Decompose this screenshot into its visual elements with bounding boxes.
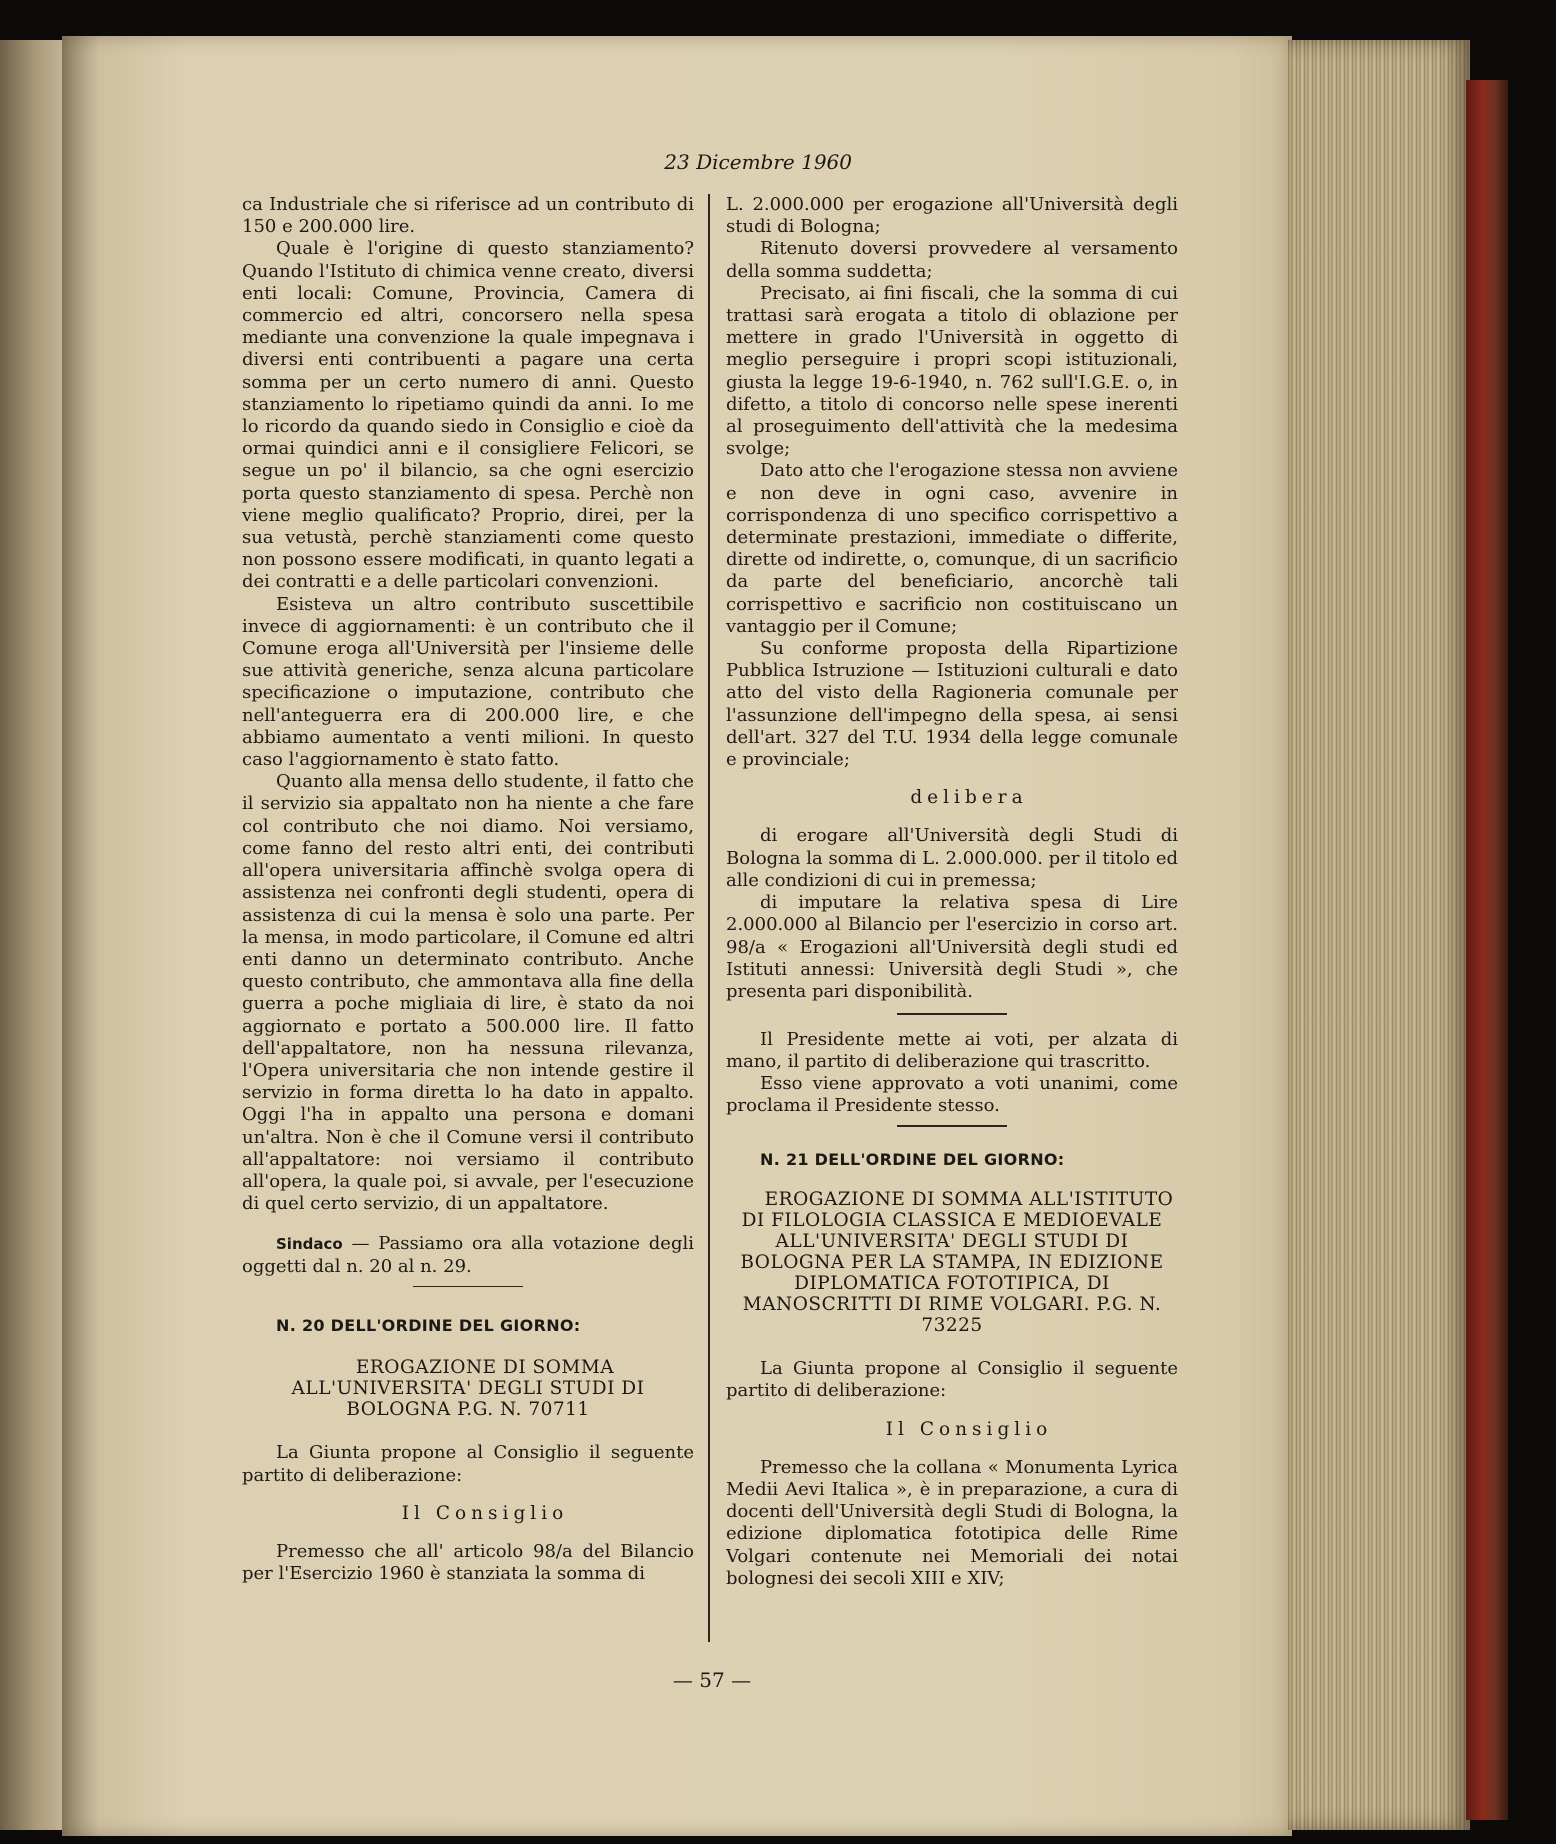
- page-number: — 57 —: [672, 1668, 752, 1692]
- paragraph: Ritenuto doversi provvedere al versamento della somma suddetta;: [726, 238, 1178, 282]
- speaker-text: — Passiamo ora alla votazione degli oggetti dal n. 20 al n. 29.: [242, 1233, 694, 1277]
- delibera-heading: delibera: [910, 787, 1028, 809]
- book-cover-spine: [1466, 80, 1508, 1820]
- paragraph: La Giunta propone al Consiglio il seguente partito di deliberazione:: [242, 1442, 694, 1486]
- subject-heading: EROGAZIONE DI SOMMA ALL'UNIVERSITA' DEGLI STUDI DI BOLOGNA P.G. N. 70711: [291, 1357, 645, 1421]
- paragraph: Esso viene approvato a voti unanimi, come proclama il Presidente stesso.: [726, 1073, 1178, 1117]
- paragraph: di erogare all'Università degli Studi di Bologna la somma di L. 2.000.000. per il titolo ed alle condizioni di cui in premessa;: [726, 825, 1178, 891]
- paragraph: L. 2.000.000 per erogazione all'Università degli studi di Bologna;: [726, 194, 1178, 238]
- left-page-edge: [0, 40, 70, 1830]
- paragraph: Esisteva un altro contributo suscettibile invece di aggiornamenti: è un contributo che il Comune eroga all'Università per l'insieme delle sue attività generiche, senza alcuna particolare specificazione o imputazione, contributo che nell'anteguerra era di 200.000 lire, e che abbiamo aumentato a venti milioni. In questo caso l'aggiornamento è stato fatto.: [242, 593, 694, 771]
- book-page: [62, 36, 1292, 1836]
- consiglio-heading: Il Consiglio: [401, 1502, 569, 1524]
- sindaco-paragraph: [242, 1233, 694, 1277]
- order-title: N. 20 DELL'ORDINE DEL GIORNO:: [276, 1316, 581, 1336]
- right-column: [726, 194, 1178, 1590]
- paragraph: di imputare la relativa spesa di Lire 2.000.000 al Bilancio per l'esercizio in corso art. 98/a « Erogazioni all'Università degli studi ed Istituti annessi: Università degli Studi », che presenta pari disponibilità.: [726, 892, 1178, 1002]
- paragraph: ca Industriale che si riferisce ad un contributo di 150 e 200.000 lire.: [242, 194, 694, 238]
- subject-heading: EROGAZIONE DI SOMMA ALL'ISTITUTO DI FILOLOGIA CLASSICA E MEDIOEVALE ALL'UNIVERSITA' DEGLI STUDI DI BOLOGNA PER LA STAMPA, IN EDIZIONE DIPLOMATICA FOTOTIPICA, DI MANOSCRITTI DI RIME VOLGARI. P.G. N. 73225: [740, 1189, 1174, 1337]
- paragraph: Dato atto che l'erogazione stessa non avviene e non deve in ogni caso, avvenire in corrispondenza di uno specifico corrispettivo a determinate prestazioni, immediate o differite, dirette od indirette, o, comunque, di un sacrificio da parte del beneficiario, ancorchè tali corrispettivo e sacrificio non costituiscano un vantaggio per il Comune;: [726, 460, 1178, 637]
- paragraph: Premesso che la collana « Monumenta Lyrica Medii Aevi Italica », è in preparazione, a cura di docenti dell'Università degli Studi di Bologna, la edizione diplomatica fototipica delle Rime Volgari contenute nei Memoriali dei notai bolognesi dei secoli XIII e XIV;: [726, 1456, 1178, 1589]
- book-page-edges: [1288, 40, 1470, 1830]
- paragraph: Su conforme proposta della Ripartizione Pubblica Istruzione — Istituzioni culturali e dato atto del visto della Ragioneria comunale per l'assunzione dell'impegno della spesa, ai sensi dell'art. 327 del T.U. 1934 della legge comunale e provinciale;: [726, 638, 1178, 771]
- left-column: [242, 194, 694, 1585]
- column-divider: [708, 194, 710, 1642]
- page-header-date: 23 Dicembre 1960: [664, 150, 852, 174]
- speaker-label: Sindaco: [276, 1235, 343, 1254]
- order-title: N. 21 DELL'ORDINE DEL GIORNO:: [760, 1149, 1065, 1169]
- paragraph: Quale è l'origine di questo stanziamento? Quando l'Istituto di chimica venne creato, diversi enti locali: Comune, Provincia, Camera di commercio ed altri, concorsero nella spesa mediante una convenzione la quale impegnava i diversi enti contribuenti a pagare una certa somma per un certo numero di anni. Questo stanziamento lo ripetiamo quindi da anni. Io me lo ricordo da quando siedo in Consiglio e cioè da ormai quindici anni e il consigliere Felicori, se segue un po' il bilancio, sa che ogni esercizio porta questo stanziamento di spesa. Perchè non viene meglio qualificato? Proprio, direi, per la sua vetustà, perchè stanziamenti come questo non possono essere modificati, in quanto legati a dei contratti e a delle particolari convenzioni.: [242, 238, 694, 593]
- paragraph: Il Presidente mette ai voti, per alzata di mano, il partito di deliberazione qui trascritto.: [726, 1028, 1178, 1072]
- paragraph: Quanto alla mensa dello studente, il fatto che il servizio sia appaltato non ha niente a che fare col contributo che noi diamo. Noi versiamo, come fanno del resto altri enti, dei contributi all'opera universitaria affinchè svolga opera di assistenza nei confronti degli studenti, opera di assistenza di cui la mensa è solo una parte. Per la mensa, in modo particolare, il Comune ed altri enti danno un determinato contributo. Anche questo contributo, che ammontava alla fine della guerra a poche migliaia di lire, è stato da noi aggiornato e portato a 500.000 lire. Il fatto dell'appaltatore, non ha nessuna rilevanza, l'Opera universitaria che non intende gestire il servizio in forma diretta lo ha dato in appalto. Oggi l'ha in appalto una persona e domani un'altra. Non è che il Comune versi il contributo all'appaltatore: noi versiamo il contributo all'opera, la quale poi, si avvale, per l'esecuzione di quel certo servizio, di un appaltatore.: [242, 771, 694, 1215]
- paragraph: Precisato, ai fini fiscali, che la somma di cui trattasi sarà erogata a titolo di oblazione per mettere in grado l'Università in oggetto di meglio perseguire i propri scopi istituzionali, giusta la legge 19-6-1940, n. 762 sull'I.G.E. o, in difetto, a titolo di concorso nelle spese inerenti al proseguimento dell'attività che la medesima svolge;: [726, 282, 1178, 460]
- paragraph: La Giunta propone al Consiglio il seguente partito di deliberazione:: [726, 1358, 1178, 1402]
- paragraph: Premesso che all' articolo 98/a del Bilancio per l'Esercizio 1960 è stanziata la somma di: [242, 1541, 694, 1585]
- consiglio-heading: Il Consiglio: [885, 1418, 1053, 1440]
